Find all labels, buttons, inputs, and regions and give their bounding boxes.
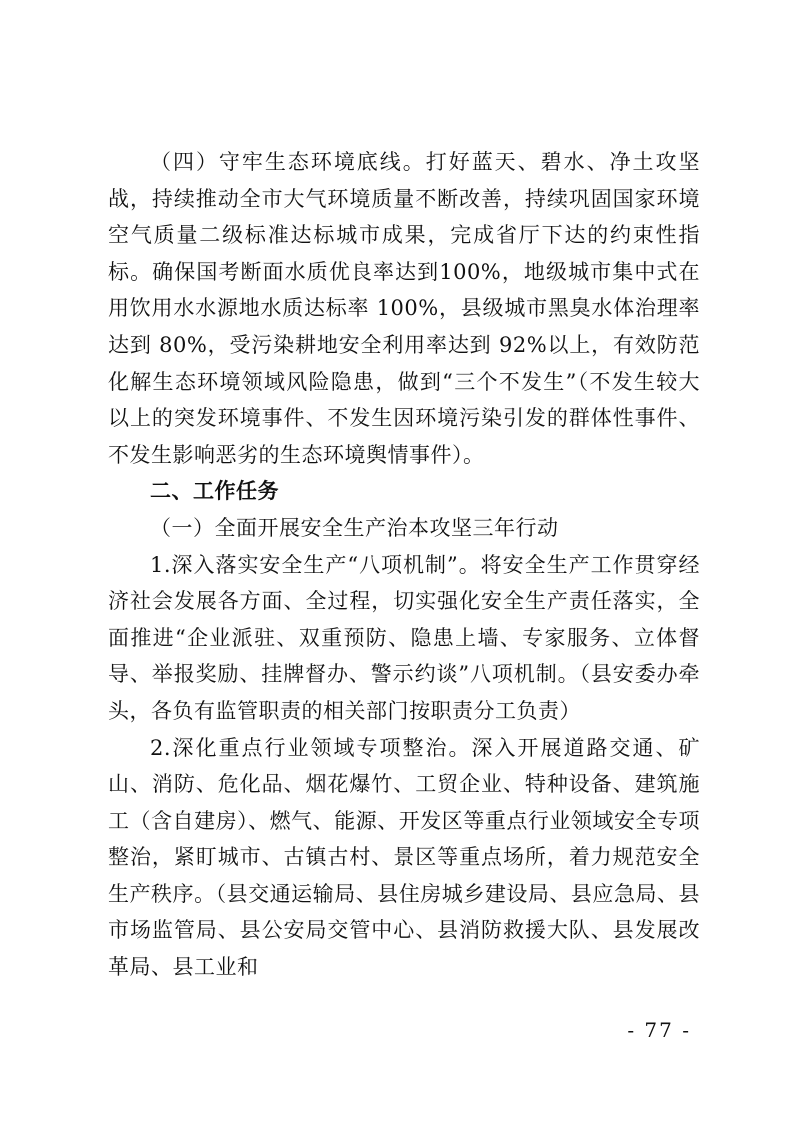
document-body (108, 144, 700, 986)
paragraph-special-rectification: 2.深化重点行业领域专项整治。深入开展道路交通、矿山、消防、危化品、烟花爆竹、工贸企业、特种设备、建筑施工（含自建房）、燃气、能源、开发区等重点行业领域安全专项整治，紧盯城市、古镇古村、景区等重点场所，着力规范安全生产秩序。（县交通运输局、县住房城乡建设局、县应急局、县市场监管局、县公安局交管中心、县消防救援大队、县发展改革局、县工业和 (108, 735, 700, 980)
paragraph-eight-mechanisms: 1.深入落实安全生产“八项机制”。将安全生产工作贯穿经济社会发展各方面、全过程，切实强化安全生产责任落实，全面推进“企业派驻、双重预防、隐患上墙、专家服务、立体督导、举报奖励、挂牌督办、警示约谈”八项机制。（县安委办牵头，各负有监管职责的相关部门按职责分工负责） (108, 552, 700, 723)
paragraph-eco-baseline: （四）守牢生态环境底线。打好蓝天、碧水、净土攻坚战，持续推动全市大气环境质量不断改善，持续巩固国家环境空气质量二级标准达标城市成果，完成省厅下达的约束性指标。确保国考断面水质优良率达到100%，地级城市集中式在用饮用水水源地水质达标率 100%，县级城市黑臭水体治理率达到 80%，受污染耕地安全利用率达到 92%以上，有效防范化解生态环境领域风险隐患，做到“三个不发生”（不发生较大以上的突发环境事件、不发生因环境污染引发的群体性事件、不发生影响恶劣的生态环境舆情事件）。 (108, 150, 700, 467)
page-number: - 77 - (627, 1018, 691, 1042)
subsection-heading-safety-campaign: （一）全面开展安全生产治本攻坚三年行动 (150, 515, 559, 540)
section-heading-work-tasks: 二、工作任务 (150, 479, 279, 504)
